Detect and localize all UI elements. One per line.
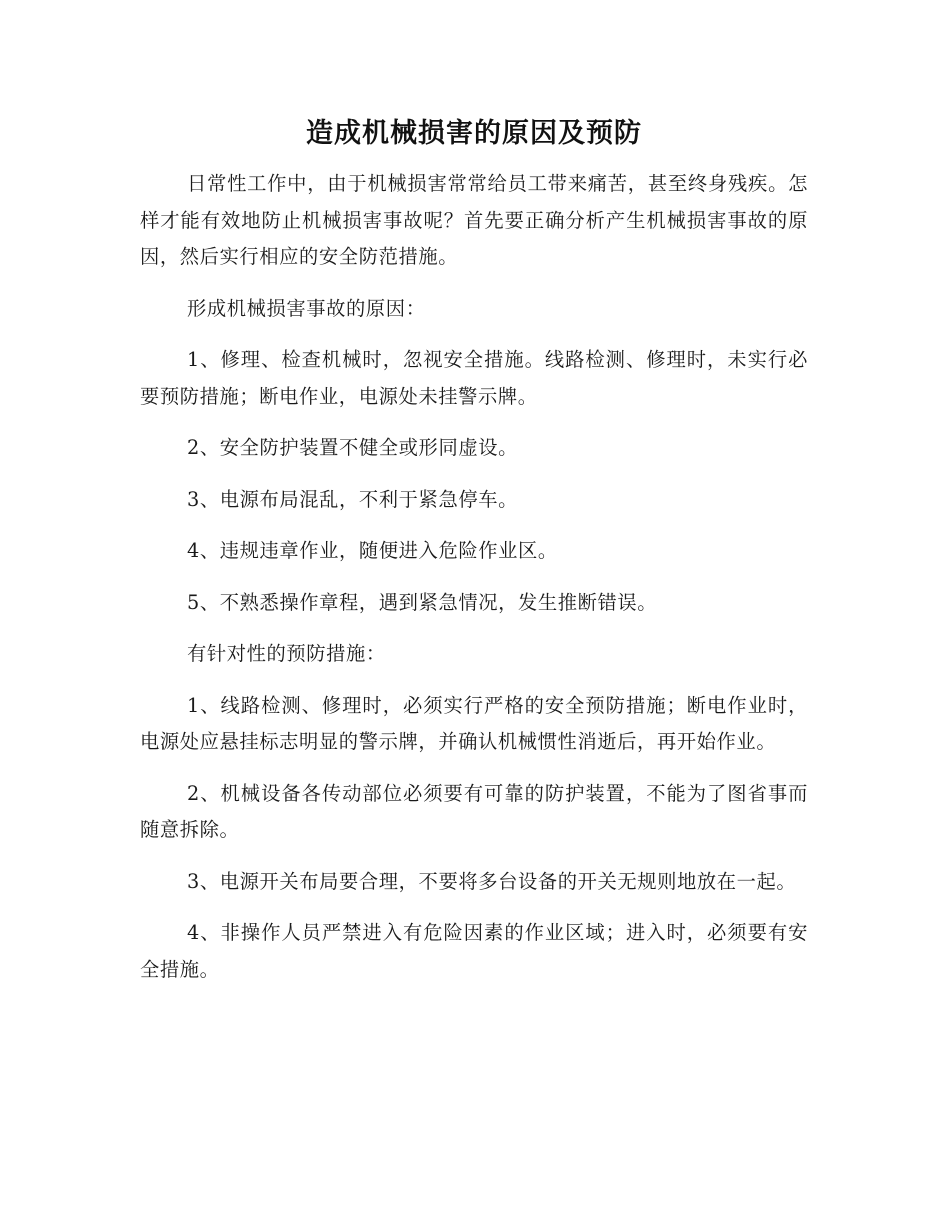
intro-paragraph: 日常性工作中，由于机械损害常常给员工带来痛苦，甚至终身残疾。怎样才能有效地防止机械损害事故呢？首先要正确分析产生机械损害事故的原因，然后实行相应的安全防范措施。: [140, 172, 808, 268]
document-body: [140, 110, 808, 988]
cause-item-2: 2、安全防护装置不健全或形同虚设。: [187, 436, 518, 459]
measure-item-3: 3、电源开关布局要合理，不要将多台设备的开关无规则地放在一起。: [187, 869, 797, 893]
measure-item-1: 1、线路检测、修理时，必须实行严格的安全预防措施；断电作业时，电源处应悬挂标志明显的警示牌，并确认机械惯性消逝后，再开始作业。: [140, 693, 808, 753]
document-title: 造成机械损害的原因及预防: [306, 118, 642, 149]
measures-heading: 有针对性的预防措施：: [187, 642, 386, 665]
measure-item-2: 2、机械设备各传动部位必须要有可靠的防护装置，不能为了图省事而随意拆除。: [140, 781, 808, 841]
cause-item-5: 5、不熟悉操作章程，遇到紧急情况，发生推断错误。: [187, 590, 658, 614]
cause-item-1: 1、修理、检查机械时，忽视安全措施。线路检测、修理时，未实行必要预防措施；断电作业，电源处未挂警示牌。: [140, 348, 808, 408]
cause-item-4: 4、违规违章作业，随便进入危险作业区。: [187, 539, 558, 562]
causes-heading: 形成机械损害事故的原因：: [187, 296, 426, 320]
measure-item-4: 4、非操作人员严禁进入有危险因素的作业区域；进入时，必须要有安全措施。: [140, 921, 808, 981]
cause-item-3: 3、电源布局混乱，不利于紧急停车。: [187, 487, 518, 511]
